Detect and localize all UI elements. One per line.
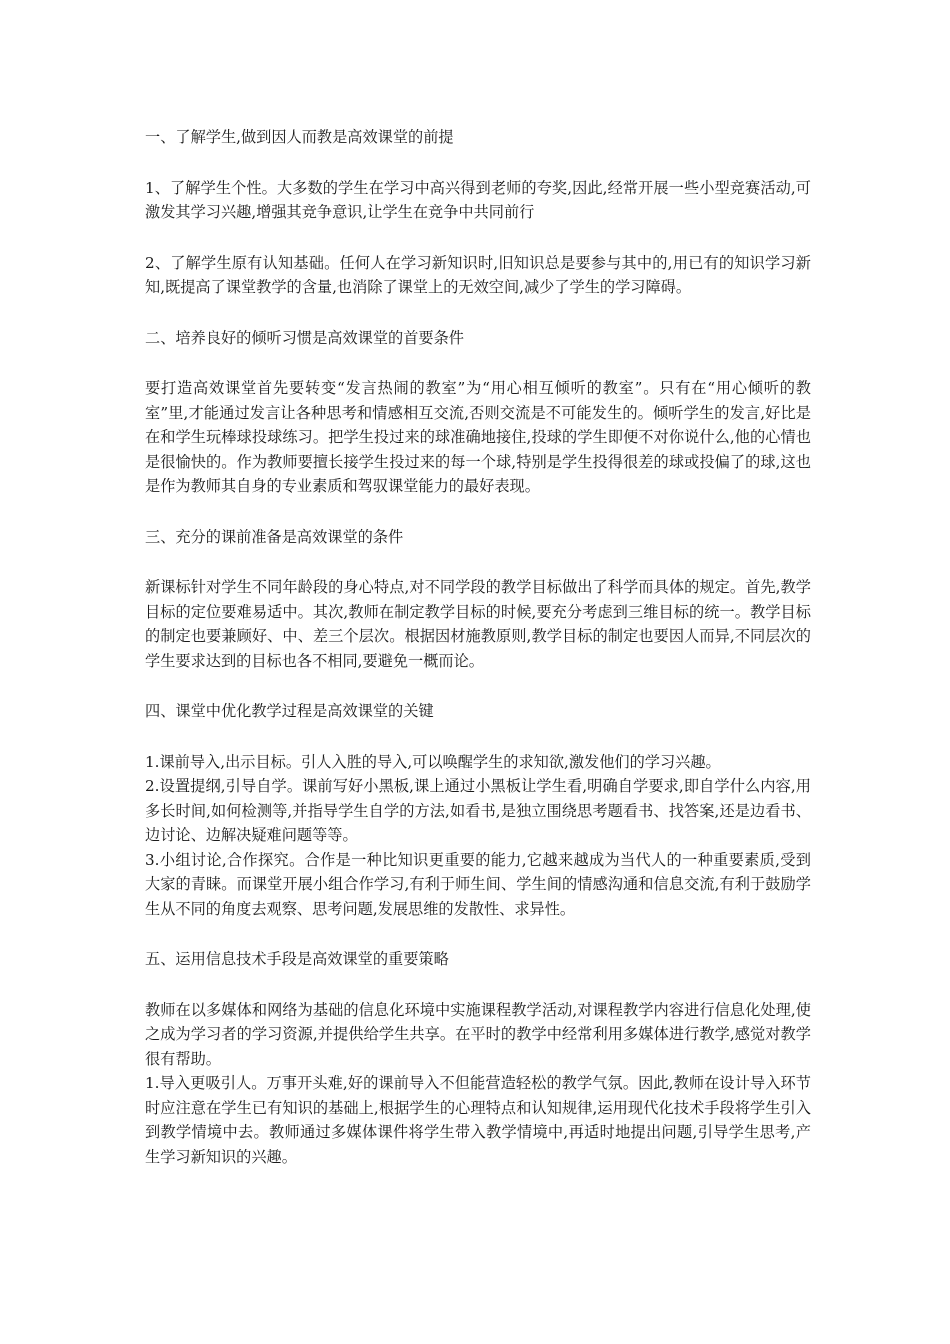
section-4-item-2: 2.设置提纲,引导自学。课前写好小黑板,课上通过小黑板让学生看,明确自学要求,即自学什么内容,用多长时间,如何检测等,并指导学生自学的方法,如看书,是独立围绕思考题看书、找答案,还是边看书、边讨论、边解决疑难问题等等。: [145, 777, 811, 844]
section-2-paragraph-1: 要打造高效课堂首先要转变“发言热闹的教室”为“用心相互倾听的教室”。只有在“用心倾听的教室”里,才能通过发言让各种思考和情感相互交流,否则交流是不可能发生的。倾听学生的发言,好比是在和学生玩棒球投球练习。把学生投过来的球准确地接住,投球的学生即便不对你说什么,他的心情也是很愉快的。作为教师要擅长接学生投过来的每一个球,特别是学生投得很差的球或投偏了的球,这也是作为教师其自身的专业素质和驾驭课堂能力的最好表现。: [145, 379, 811, 495]
section-5-intro: 教师在以多媒体和网络为基础的信息化环境中实施课程教学活动,对课程教学内容进行信息化处理,使之成为学习者的学习资源,并提供给学生共享。在平时的教学中经常利用多媒体进行教学,感觉对教学很有帮助。: [145, 1000, 811, 1068]
section-heading-4: 四、课堂中优化教学过程是高效课堂的关键: [145, 702, 434, 720]
section-3-paragraph-1: 新课标针对学生不同年龄段的身心特点,对不同学段的教学目标做出了科学而具体的规定。首先,教学目标的定位要难易适中。其次,教师在制定教学目标的时候,要充分考虑到三维目标的统一。教学目标的制定也要兼顾好、中、差三个层次。根据因材施教原则,教学目标的制定也要因人而异,不同层次的学生要求达到的目标也各不相同,要避免一概而论。: [145, 578, 811, 670]
section-1-paragraph-1: 1、了解学生个性。大多数的学生在学习中高兴得到老师的夸奖,因此,经常开展一些小型竞赛活动,可激发其学习兴趣,增强其竞争意识,让学生在竞争中共同前行: [145, 178, 811, 221]
section-4-item-3: 3.小组讨论,合作探究。合作是一种比知识更重要的能力,它越来越成为当代人的一种重要素质,受到大家的青睐。而课堂开展小组合作学习,有利于师生间、学生间的情感沟通和信息交流,有利于鼓励学生从不同的角度去观察、思考问题,发展思维的发散性、求异性。: [145, 850, 811, 918]
section-1-paragraph-2: 2、了解学生原有认知基础。任何人在学习新知识时,旧知识总是要参与其中的,用已有的知识学习新知,既提高了课堂教学的含量,也消除了课堂上的无效空间,减少了学生的学习障碍。: [145, 253, 811, 296]
section-4-item-1: 1.课前导入,出示目标。引人入胜的导入,可以唤醒学生的求知欲,激发他们的学习兴趣。: [145, 752, 721, 771]
section-4-list: [145, 750, 811, 922]
section-5-item-1: 1.导入更吸引人。万事开头难,好的课前导入不但能营造轻松的教学气氛。因此,教师在设计导入环节时应注意在学生已有知识的基础上,根据学生的心理特点和认知规律,运用现代化技术手段将学生引入到教学情境中去。教师通过多媒体课件将学生带入教学情境中,再适时地提出问题,引导学生思考,产生学习新知识的兴趣。: [145, 1074, 811, 1166]
section-heading-3: 三、充分的课前准备是高效课堂的条件: [145, 527, 404, 546]
section-5-list: [145, 998, 811, 1170]
section-heading-2: 二、培养良好的倾听习惯是高效课堂的首要条件: [145, 328, 464, 347]
document-page: [145, 125, 811, 1195]
section-heading-1: 一、了解学生,做到因人而教是高效课堂的前提: [145, 128, 454, 146]
section-heading-5: 五、运用信息技术手段是高效课堂的重要策略: [145, 950, 449, 968]
